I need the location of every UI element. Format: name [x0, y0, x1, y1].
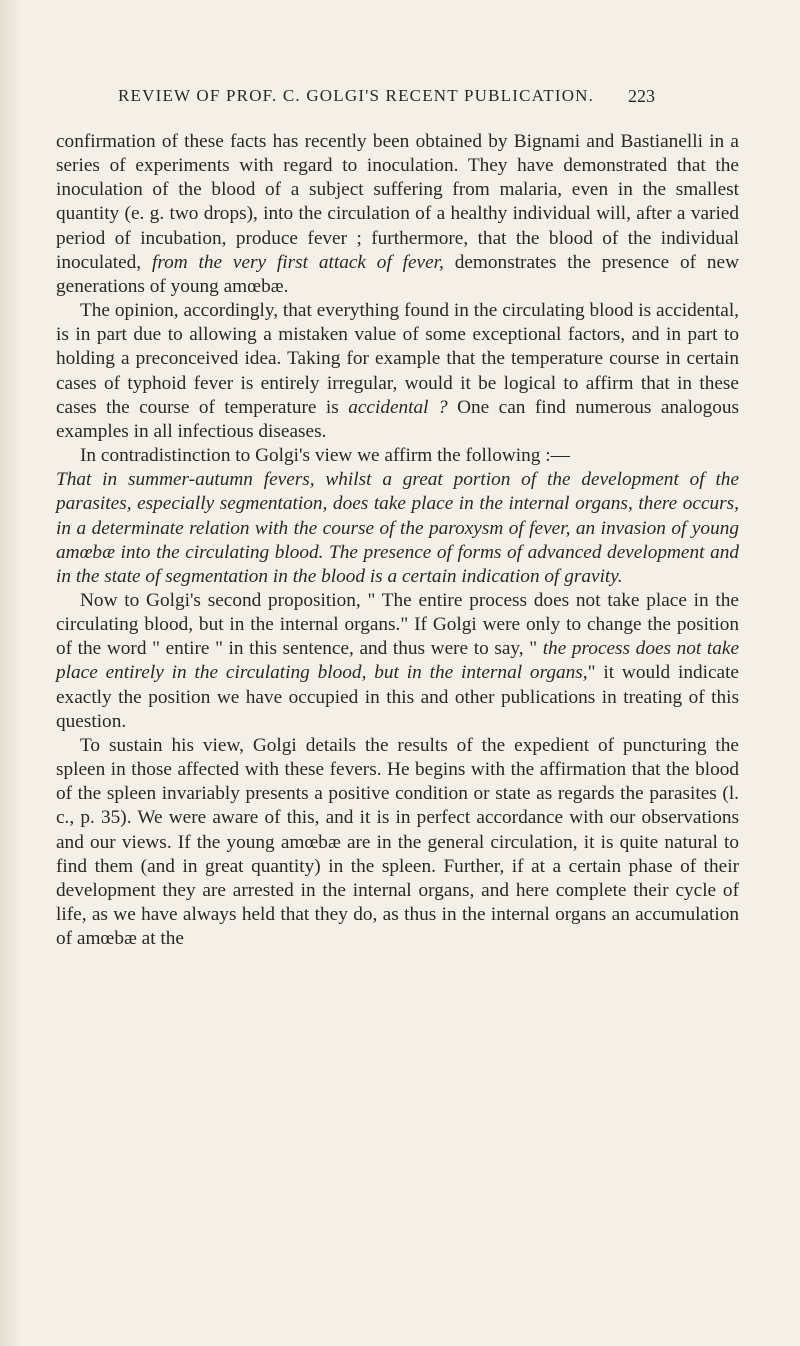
paragraph-1-text: confirmation of these facts has recently been obtained by Bignami and Bastianelli in a series of experiments with regard to inoculation. They have demonstrated that the inoculation of the blood of a subject suffering from malaria, even in the smallest quantity (e. g. two drops), into the circulation of a healthy individual will, after a varied period of incubation, produce fever ; furthermore, that the blood of the individual inoculated,: [56, 131, 739, 273]
paragraph-3: [56, 444, 739, 589]
paragraph-2-end: One can find numerous analogous examples in all infectious diseases.: [56, 396, 740, 442]
paragraph-4-text: Now to Golgi's second proposition, " The entire process does not take place in the circulating blood, but in the internal organs." If Golgi were only to change the position of the word " entire " in this sentence, and thus were to say, ": [56, 589, 739, 660]
page-header: [118, 86, 653, 110]
paragraph-1: [56, 130, 739, 299]
paragraph-3-italic: That in summer-autumn fevers, whilst a great portion of the development of the parasites, especially segmentation, does take place in the internal organs, there occurs, in a determinate relation with the course of the paroxysm of fever, an invasion of young amœbæ into the circulating blood. The presence of forms of advanced development and in the state of segmentation in the blood is a certain indication of gravity.: [56, 469, 739, 587]
page-number: 223: [628, 86, 655, 106]
body-text: [56, 130, 739, 951]
paragraph-4-end: " it would indicate exactly the position we have occupied in this and other publications in treating of this question.: [56, 662, 739, 732]
paragraph-1-end: demonstrates the presence of new generations of young amœbæ.: [56, 251, 739, 297]
paragraph-5-text: To sustain his view, Golgi details the results of the expedient of puncturing the spleen in those affected with these fevers. He begins with the affirmation that the blood of the spleen invariably presents a positive condition or state as regards the parasites (l. c., p. 35). We were aware of this, and it is in perfect accordance with our observations and our views. If the young amœbæ are in the general circulation, it is quite natural to find them (and in great quantity) in the spleen. Further, if at a certain phase of their development they are arrested in the internal organs, and here complete their cycle of life, as we have always held that they do, as thus in the internal organs an accumulation of amœbæ at the: [56, 734, 739, 950]
paragraph-4-italic: the process does not take place entirely in the circulating blood, but in the internal organs,: [56, 638, 739, 684]
paragraph-2-italic: accidental ?: [348, 396, 448, 418]
paragraph-2: [56, 299, 739, 444]
paragraph-1-italic: from the very first attack of fever,: [151, 251, 444, 273]
paragraph-3-text: In contradistinction to Golgi's view we affirm the following :—: [80, 445, 570, 467]
paragraph-2-text: The opinion, accordingly, that everything found in the circulating blood is accidental, is in part due to allowing a mistaken value of some exceptional factors, and in part to holding a preconceived idea. Taking for example that the temperature course in certain cases of typhoid fever is entirely irregular, would it be logical to affirm that in these cases the course of temperature is: [56, 300, 739, 418]
paragraph-5: [56, 734, 739, 951]
page-edge-shadow: [0, 0, 22, 1346]
running-head: REVIEW OF PROF. C. GOLGI'S RECENT PUBLICATION.: [118, 86, 595, 105]
paragraph-4: [56, 589, 739, 734]
